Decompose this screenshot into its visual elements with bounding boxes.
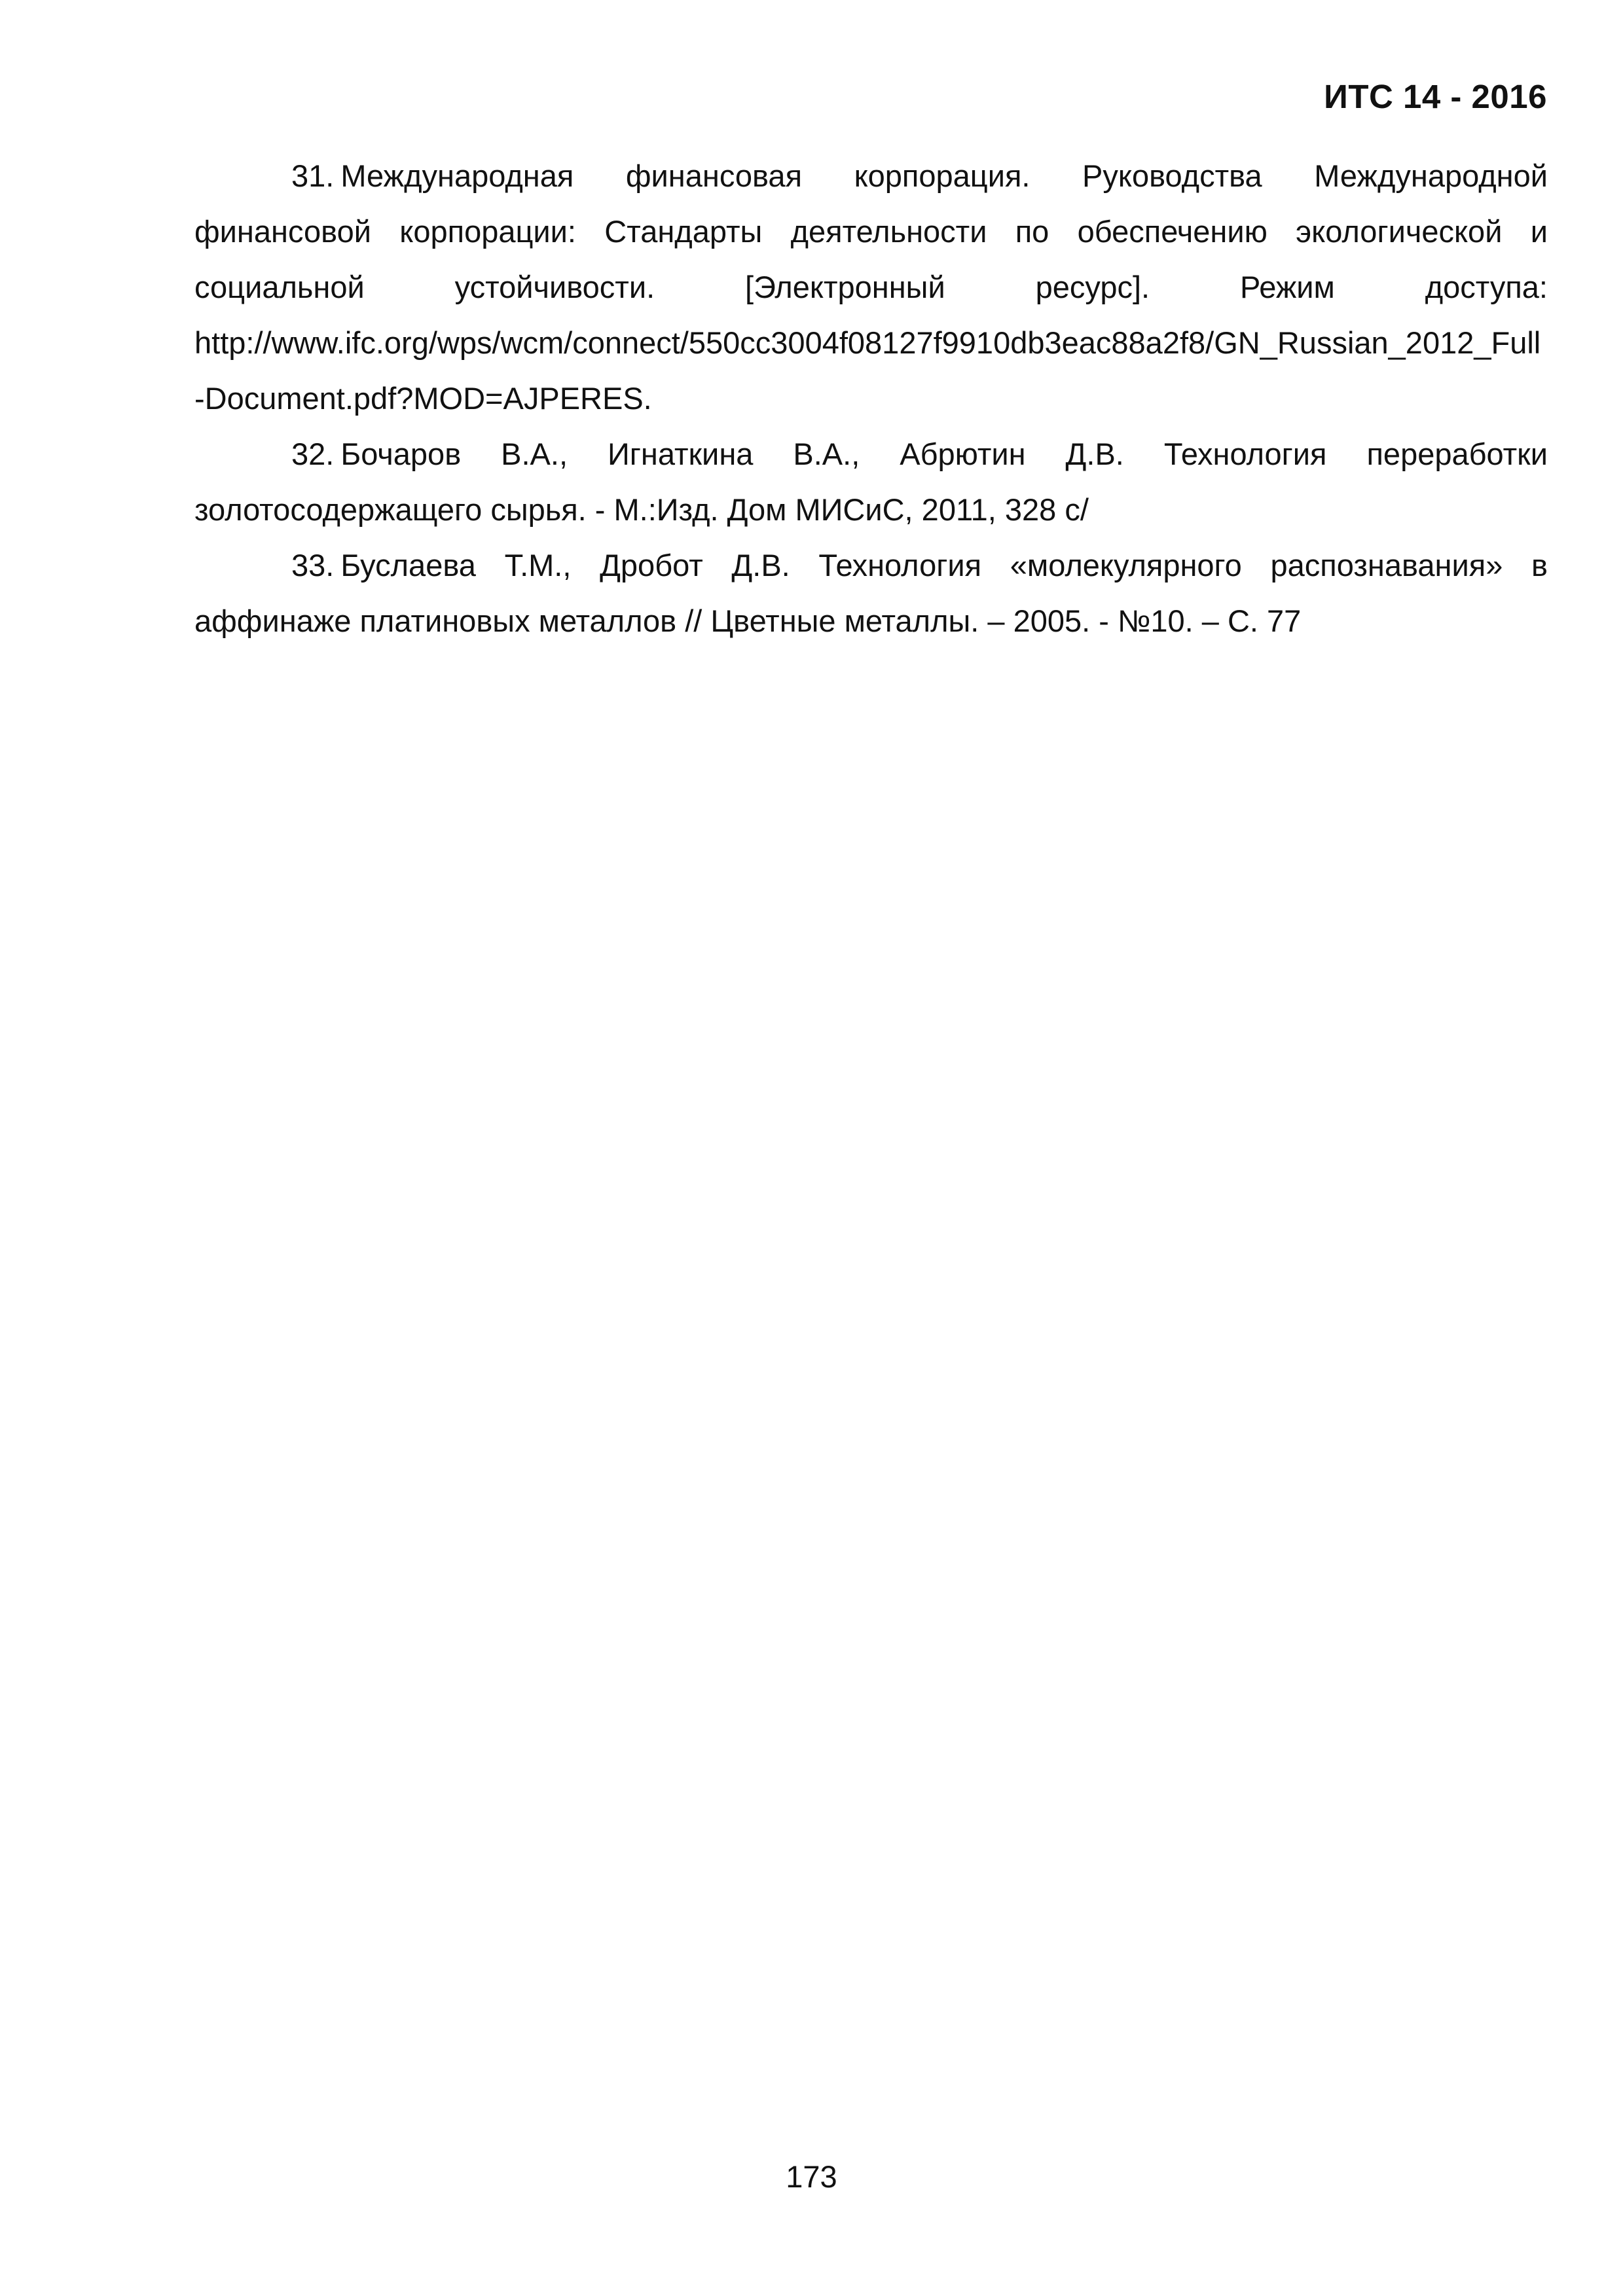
reference-text: Международная финансовая корпорация. Руководства Международной финансовой корпорации: Стандарты деятельности по обеспечению экологической и социальной устойчивости. [Электронный ресурс]. Режим доступа: http://www.ifc.org/wps/wcm/connect/550cc3004f08127f9910db3eac88a2f8/GN_Russian_2012_Full-Document.pdf?MOD=AJPERES.	[194, 158, 1548, 416]
document-code-header: ИТС 14 - 2016	[1324, 78, 1547, 115]
reference-number: 32.	[291, 437, 335, 471]
reference-item-32	[194, 426, 1548, 537]
reference-list	[194, 148, 1548, 649]
reference-item-31	[194, 148, 1548, 426]
page-number: 173	[786, 2159, 837, 2194]
reference-item-33	[194, 537, 1548, 649]
reference-text: Бочаров В.А., Игнаткина В.А., Абрютин Д.В. Технология переработки золотосодержащего сырья. - М.:Изд. Дом МИСиС, 2011, 328 с/	[194, 437, 1548, 527]
reference-text: Буслаева Т.М., Дробот Д.В. Технология «молекулярного распознавания» в аффинаже платиновых металлов // Цветные металлы. – 2005. - №10. – С. 77	[194, 548, 1548, 638]
reference-number: 33.	[291, 548, 335, 583]
reference-number: 31.	[291, 158, 335, 193]
